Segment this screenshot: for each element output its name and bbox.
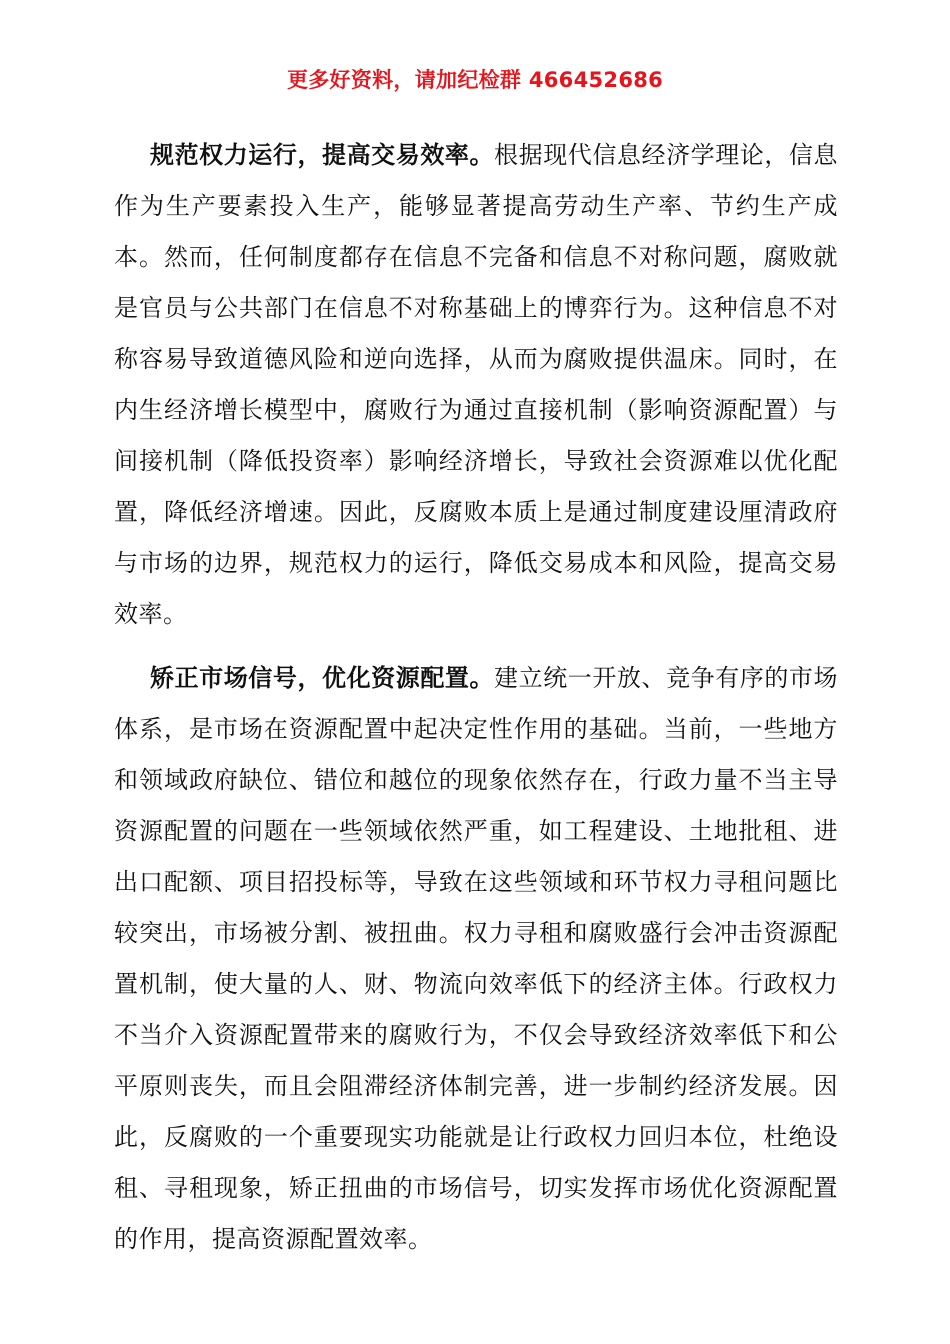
paragraph-2-body: 建立统一开放、竞争有序的市场体系，是市场在资源配置中起决定性作用的基础。当前，一些地方和领域政府缺位、错位和越位的现象依然存在，行政力量不当主导资源配置的问题在一些领域依然严重，如工程建设、土地批租、进出口配额、项目招投标等，导致在这些领域和环节权力寻租问题比较突出，市场被分割、被扭曲。权力寻租和腐败盛行会冲击资源配置机制，使大量的人、财、物流向效率低下的经济主体。行政权力不当介入资源配置带来的腐败行为，不仅会导致经济效率低下和公平原则丧失，而且会阻滞经济体制完善，进一步制约经济发展。因此，反腐败的一个重要现实功能就是让行政权力回归本位，杜绝设租、寻租现象，矫正扭曲的市场信号，切实发挥市场优化资源配置的作用，提高资源配置效率。 xyxy=(114,664,839,1253)
paragraph-2-lead: 矫正市场信号，优化资源配置。 xyxy=(150,664,495,692)
group-notice-header: 更多好资料，请加纪检群 466452686 xyxy=(286,68,664,92)
document-body xyxy=(114,130,838,1265)
paragraph-1-body: 根据现代信息经济学理论，信息作为生产要素投入生产，能够显著提高劳动生产率、节约生产成本。然而，任何制度都存在信息不完备和信息不对称问题，腐败就是官员与公共部门在信息不对称基础上的博弈行为。这种信息不对称容易导致道德风险和逆向选择，从而为腐败提供温床。同时，在内生经济增长模型中，腐败行为通过直接机制（影响资源配置）与间接机制（降低投资率）影响经济增长，导致社会资源难以优化配置，降低经济增速。因此，反腐败本质上是通过制度建设厘清政府与市场的边界，规范权力的运行，降低交易成本和风险，提高交易效率。 xyxy=(114,141,839,628)
paragraph-2 xyxy=(114,653,838,1265)
paragraph-1 xyxy=(114,130,838,640)
paragraph-1-lead: 规范权力运行，提高交易效率。 xyxy=(150,141,495,169)
